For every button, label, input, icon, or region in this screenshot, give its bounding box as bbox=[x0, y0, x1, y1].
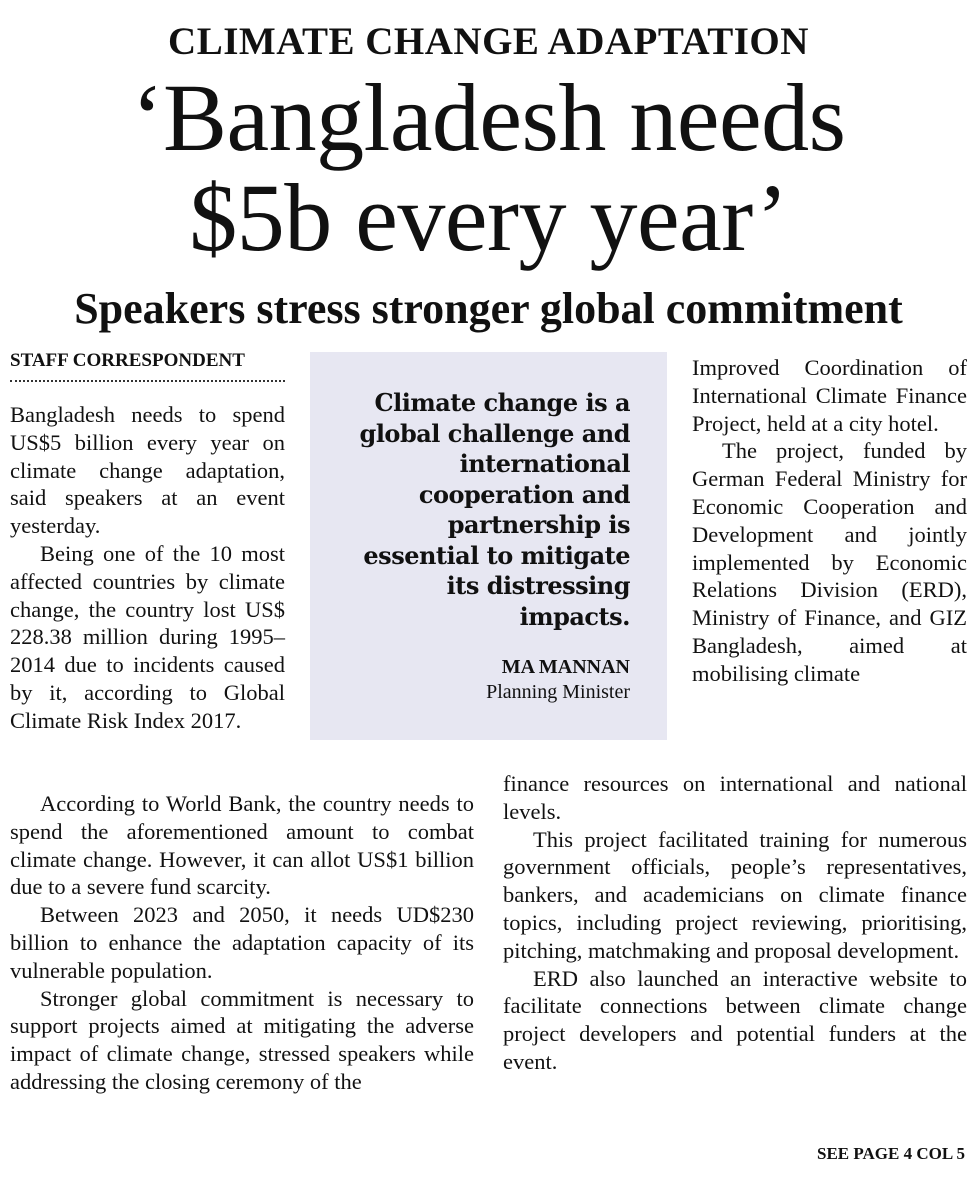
article-column-1 bbox=[10, 401, 285, 735]
paragraph: Between 2023 and 2050, it needs UD$230 billion to enhance the adaptation capacity of its vulnerable population. bbox=[10, 902, 474, 983]
kicker: CLIMATE CHANGE ADAPTATION bbox=[168, 20, 809, 63]
headline bbox=[0, 64, 977, 271]
headline-line-2: $5b every year’ bbox=[189, 164, 788, 271]
paragraph: Improved Coordination of International Climate Finance Project, held at a city hotel. bbox=[692, 355, 967, 436]
pull-quote-text: Climate change is a global challenge and international cooperation and partnership is essential to mitigate its distressing impacts. bbox=[359, 388, 630, 631]
pull-quote-role: Planning Minister bbox=[486, 681, 630, 703]
pull-quote-box bbox=[310, 352, 667, 740]
headline-line-1: ‘Bangladesh needs bbox=[131, 64, 846, 171]
paragraph: ERD also launched an interactive website to facilitate connections between climate change project developers and potential funders at the event. bbox=[503, 965, 967, 1074]
paragraph: Bangladesh needs to spend US$5 billion every year on climate change adaptation, said speakers at an event yesterday. bbox=[10, 402, 285, 539]
pull-quote-name: MA MANNAN bbox=[501, 656, 630, 678]
paragraph: The project, funded by German Federal Ministry for Economic Cooperation and Development and jointly implemented by Economic Relations Division (ERD), Ministry of Finance, and GIZ Bangladesh, aimed at mobilising climate bbox=[692, 438, 967, 686]
jump-line: SEE PAGE 4 COL 5 bbox=[817, 1144, 965, 1163]
paragraph: Being one of the 10 most affected countries by climate change, the country lost US$ 228.38 million during 1995–2014 due to incidents caused by it, according to Global Climate Risk Index 2017. bbox=[10, 540, 285, 733]
article-column-3-continued bbox=[503, 770, 967, 1076]
paragraph: Stronger global commitment is necessary to support projects aimed at mitigating the adverse impact of climate change, stressed speakers while addressing the closing ceremony of the bbox=[10, 985, 474, 1094]
byline: STAFF CORRESPONDENT bbox=[10, 350, 285, 382]
paragraph: According to World Bank, the country needs to spend the aforementioned amount to combat climate change. However, it can allot US$1 billion due to a severe fund scarcity. bbox=[10, 791, 474, 900]
article-column-3 bbox=[692, 354, 967, 688]
paragraph: finance resources on international and national levels. bbox=[503, 771, 967, 824]
article-column-1-continued bbox=[10, 790, 474, 1096]
subheadline: Speakers stress stronger global commitment bbox=[74, 284, 903, 333]
paragraph: This project facilitated training for numerous government officials, people’s representatives, bankers, and academicians on climate finance topics, including project reviewing, prioritising, pitching, matchmaking and proposal development. bbox=[503, 826, 967, 963]
